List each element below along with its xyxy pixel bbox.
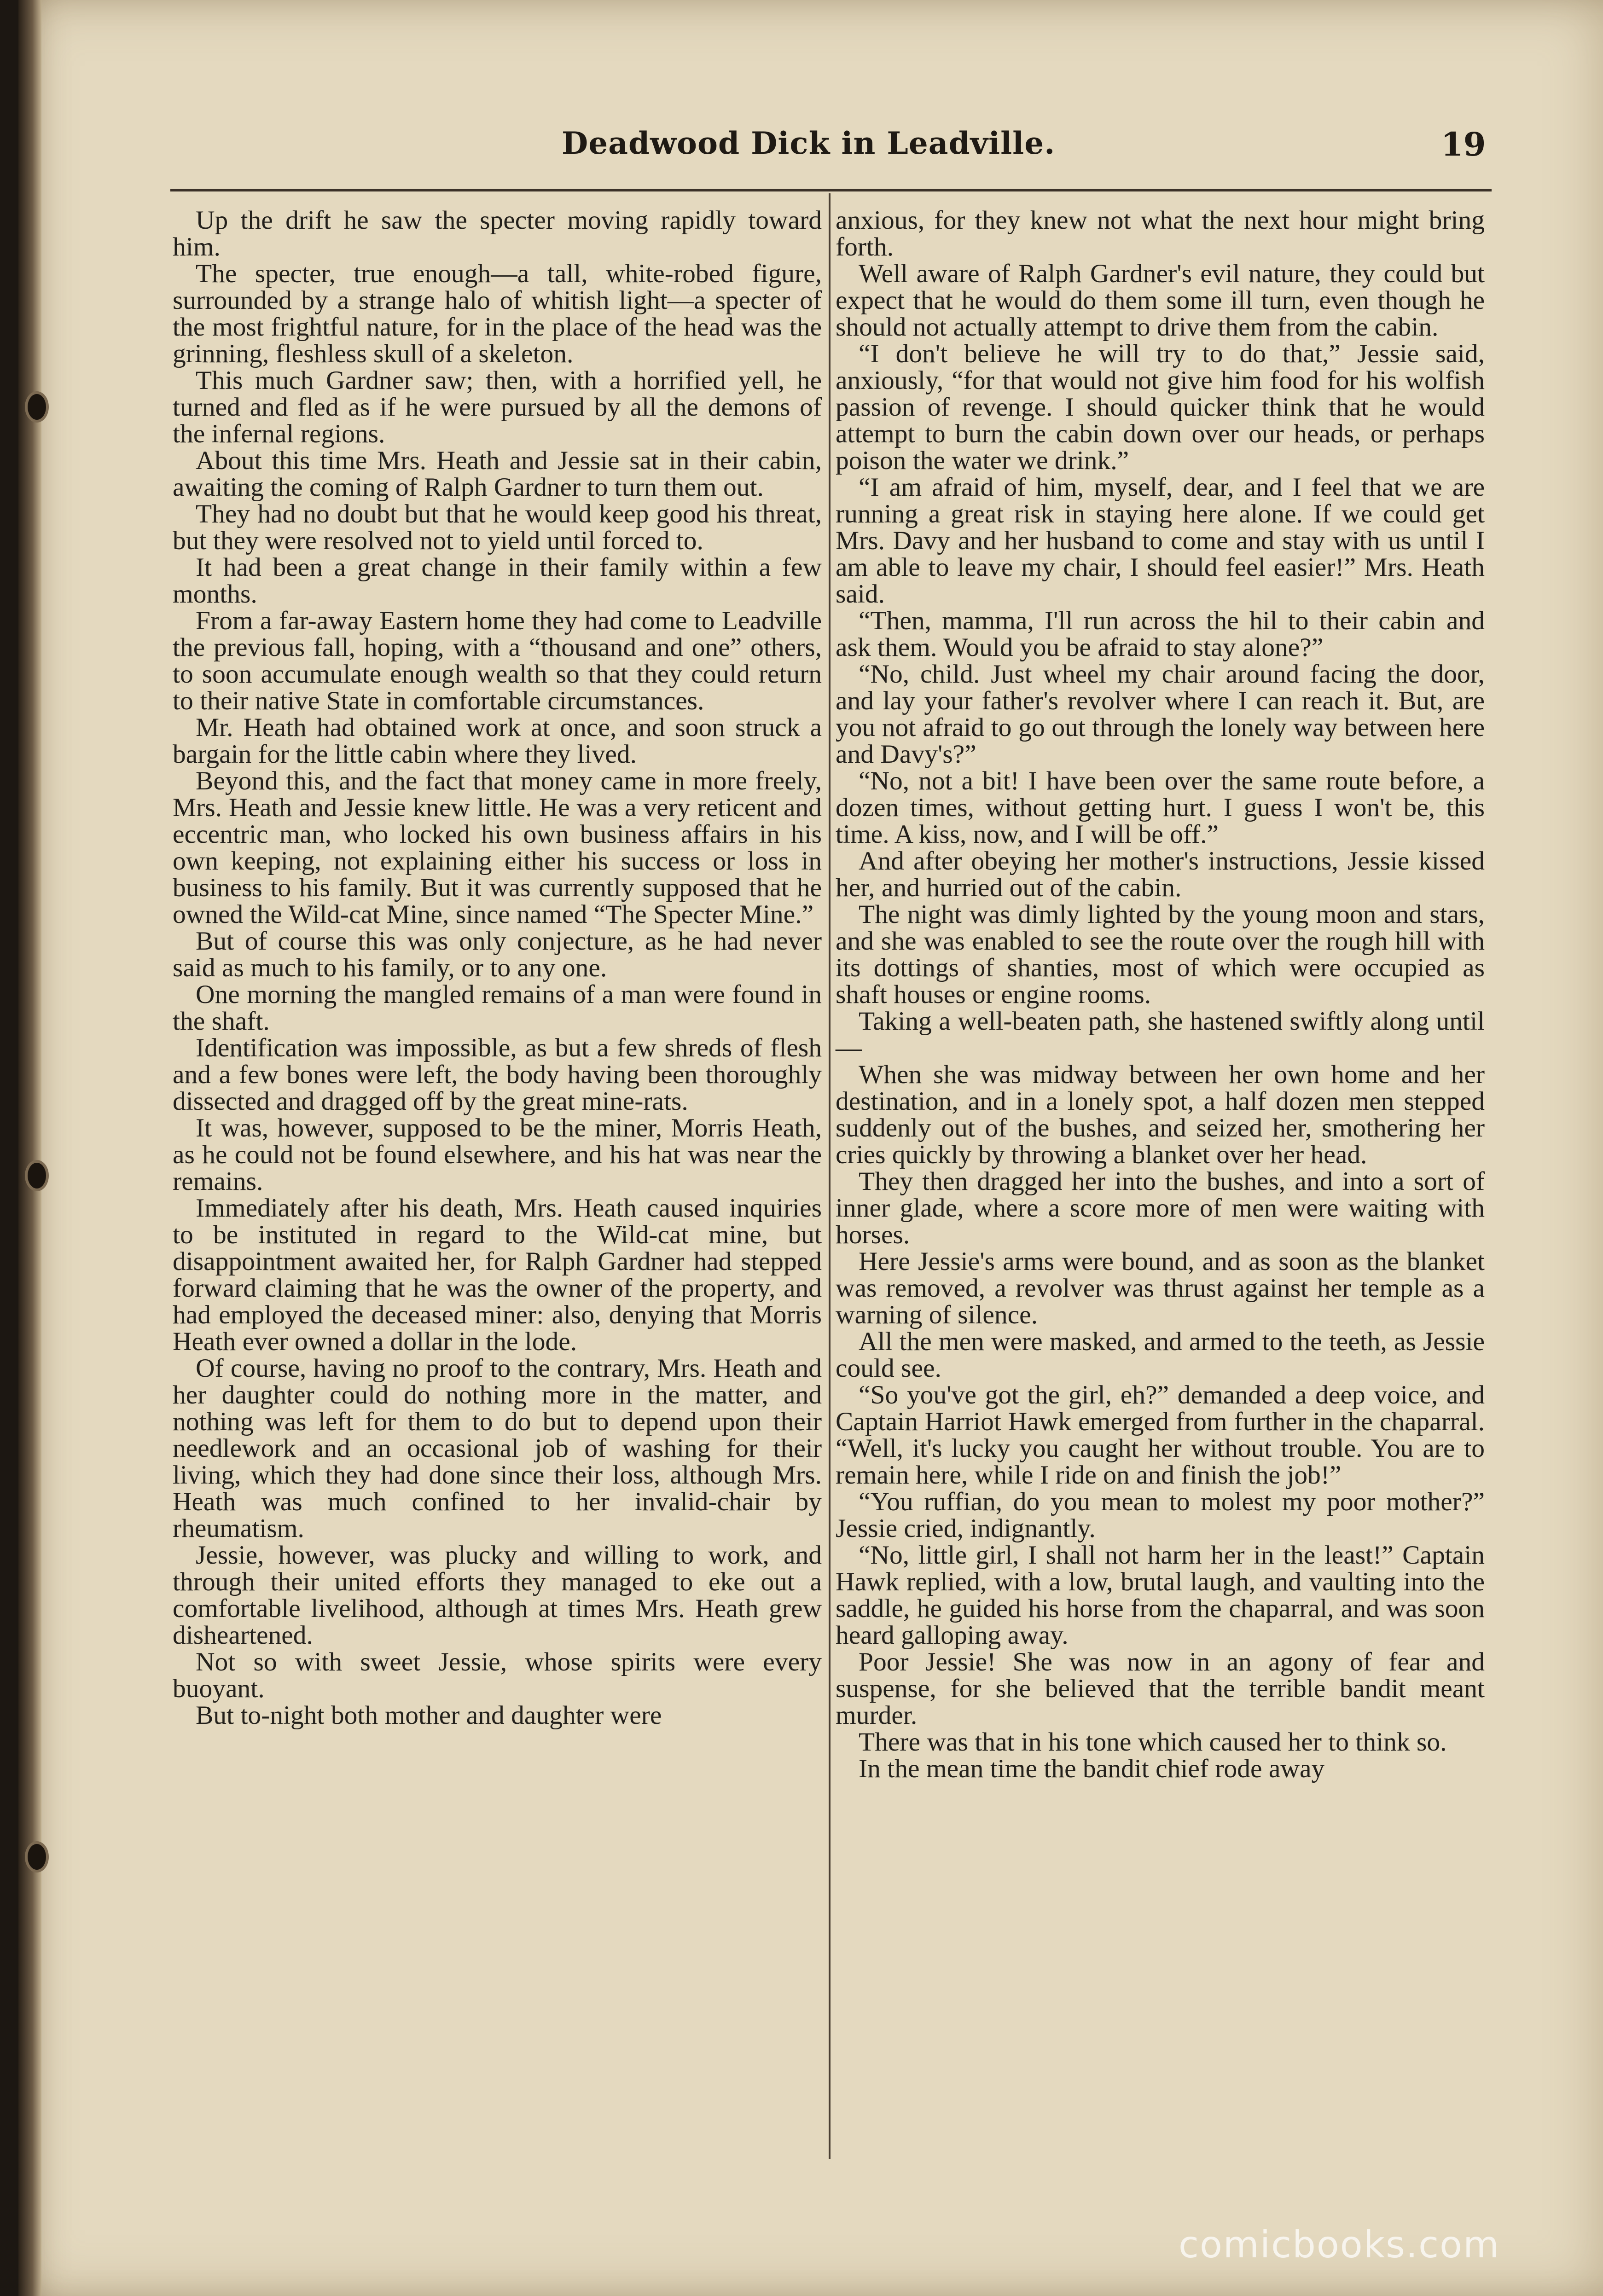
paragraph: When she was midway between her own home and her destination, and in a lonely spot, a half dozen men stepped suddenly out of the bushes, and seized her, smothering her cries quickly by throwing a blanket over her head. (836, 1060, 1485, 1169)
paragraph: Well aware of Ralph Gardner's evil nature, they could but expect that he would do them some ill turn, even though he should not actually attempt to drive them from the cabin. (836, 259, 1485, 342)
paragraph: The night was dimly lighted by the young moon and stars, and she was enabled to see the route over the rough hill with its dottings of shanties, most of which were occupied as shaft houses or engine rooms. (836, 900, 1485, 1009)
paragraph: Mr. Heath had obtained work at once, and soon struck a bargain for the little cabin where they lived. (173, 713, 822, 769)
paragraph: It was, however, supposed to be the miner, Morris Heath, as he could not be found elsewhere, and his hat was near the remains. (173, 1113, 822, 1196)
paragraph: From a far-away Eastern home they had come to Leadville the previous fall, hoping, with a “thousand and one” others, to soon accumulate enough wealth so that they could return to their native State in comfortable circumstances. (173, 606, 822, 715)
paragraph: In the mean time the bandit chief rode away (859, 1754, 1325, 1783)
page-number: 19 (1441, 125, 1486, 163)
paragraph: Here Jessie's arms were bound, and as soon as the blanket was removed, a revolver was thrust against her temple as a warning of silence. (836, 1247, 1485, 1329)
binding-hole (25, 1841, 49, 1873)
paragraph: They had no doubt but that he would keep good his threat, but they were resolved not to yield until forced to. (173, 499, 822, 555)
paragraph: “So you've got the girl, eh?” demanded a deep voice, and Captain Harriot Hawk emerged from further in the chaparral. “Well, it's lucky you caught her without trouble. You are to remain here, while I ride on and finish the job!” (836, 1380, 1485, 1490)
paragraph: And after obeying her mother's instructions, Jessie kissed her, and hurried out of the cabin. (836, 847, 1485, 902)
page-gutter (18, 0, 41, 2296)
paragraph: One morning the mangled remains of a man were found in the shaft. (173, 980, 822, 1036)
paragraph: It had been a great change in their family within a few months. (173, 553, 822, 609)
paragraph: But to-night both mother and daughter were (196, 1701, 662, 1730)
binding-hole (25, 391, 49, 423)
right-column (836, 207, 1485, 1782)
paragraph: “No, not a bit! I have been over the same route before, a dozen times, without getting hurt. I guess I won't be, this time. A kiss, now, and I will be off.” (836, 766, 1485, 849)
running-header (562, 125, 1482, 176)
paragraph: “You ruffian, do you mean to molest my poor mother?” Jessie cried, indignantly. (836, 1487, 1485, 1543)
paragraph: Up the drift he saw the specter moving rapidly toward him. (173, 206, 822, 261)
paragraph: Taking a well-beaten path, she hastened swiftly along until— (836, 1007, 1485, 1062)
paragraph: “No, little girl, I shall not harm her in the least!” Captain Hawk replied, with a low, brutal laugh, and vaulting into the saddle, he guided his horse from the chaparral, and was soon heard galloping away. (836, 1541, 1485, 1650)
left-column (173, 207, 822, 1729)
paragraph: Immediately after his death, Mrs. Heath caused inquiries to be instituted in regard to the Wild-cat mine, but disappointment awaited her, for Ralph Gardner had stepped forward claiming that he was the owner of the property, and had employed the deceased miner: also, denying that Morris Heath ever owned a dollar in the lode. (173, 1194, 822, 1356)
column-divider (829, 193, 831, 2159)
paragraph: Of course, having no proof to the contrary, Mrs. Heath and her daughter could do nothing more in the matter, and nothing was left for them to do but to depend upon their needlework and an occasional job of washing for their living, which they had done since their loss, although Mrs. Heath was much confined to her invalid-chair by rheumatism. (173, 1354, 822, 1543)
paragraph: anxious, for they knew not what the next hour might bring forth. (836, 206, 1485, 261)
paragraph: “Then, mamma, I'll run across the hil to their cabin and ask them. Would you be afraid to stay alone?” (836, 606, 1485, 662)
paragraph: But of course this was only conjecture, as he had never said as much to his family, or to any one. (173, 927, 822, 982)
paragraph: Beyond this, and the fact that money came in more freely, Mrs. Heath and Jessie knew little. He was a very reticent and eccentric man, who locked his own business affairs in his own keeping, not explaining either his success or loss in business to his family. But it was currently supposed that he owned the Wild-cat Mine, since named “The Specter Mine.” (173, 766, 822, 929)
paragraph: Poor Jessie! She was now in an agony of fear and suspense, for she believed that the terrible bandit meant murder. (836, 1647, 1485, 1730)
paragraph: “I am afraid of him, myself, dear, and I feel that we are running a great risk in staying here alone. If we could get Mrs. Davy and her husband to come and stay with us until I am able to leave my chair, I should feel easier!” Mrs. Heath said. (836, 473, 1485, 609)
paragraph: “No, child. Just wheel my chair around facing the door, and lay your father's revolver where I can reach it. But, are you not afraid to go out through the lonely way between here and Davy's?” (836, 660, 1485, 769)
binding-hole (25, 1160, 49, 1191)
paragraph: Jessie, however, was plucky and willing to work, and through their united efforts they managed to eke out a comfortable livelihood, although at times Mrs. Heath grew disheartened. (173, 1541, 822, 1650)
header-rule (170, 189, 1492, 191)
page-title: Deadwood Dick in Leadville. (562, 125, 1056, 161)
paragraph: The specter, true enough—a tall, white-robed figure, surrounded by a strange halo of whitish light—a specter of the most frightful nature, for in the place of the head was the grinning, fleshless skull of a skeleton. (173, 259, 822, 368)
paragraph: There was that in his tone which caused her to think so. (859, 1728, 1447, 1757)
paragraph: Not so with sweet Jessie, whose spirits were every buoyant. (173, 1647, 822, 1703)
paragraph: “I don't believe he will try to do that,” Jessie said, anxiously, “for that would not give him food for his wolfish passion of revenge. I should quicker think that he would attempt to burn the cabin down over our heads, or perhaps poison the water we drink.” (836, 339, 1485, 475)
paragraph: All the men were masked, and armed to the teeth, as Jessie could see. (836, 1327, 1485, 1383)
watermark-text: comicbooks.com (1179, 2223, 1500, 2266)
paragraph: They then dragged her into the bushes, and into a sort of inner glade, where a score more of men were waiting with horses. (836, 1167, 1485, 1249)
paragraph: Identification was impossible, as but a few shreds of flesh and a few bones were left, the body having been thoroughly dissected and dragged off by the great mine-rats. (173, 1033, 822, 1116)
paragraph: This much Gardner saw; then, with a horrified yell, he turned and fled as if he were pursued by all the demons of the infernal regions. (173, 366, 822, 448)
paragraph: About this time Mrs. Heath and Jessie sat in their cabin, awaiting the coming of Ralph Gardner to turn them out. (173, 446, 822, 502)
